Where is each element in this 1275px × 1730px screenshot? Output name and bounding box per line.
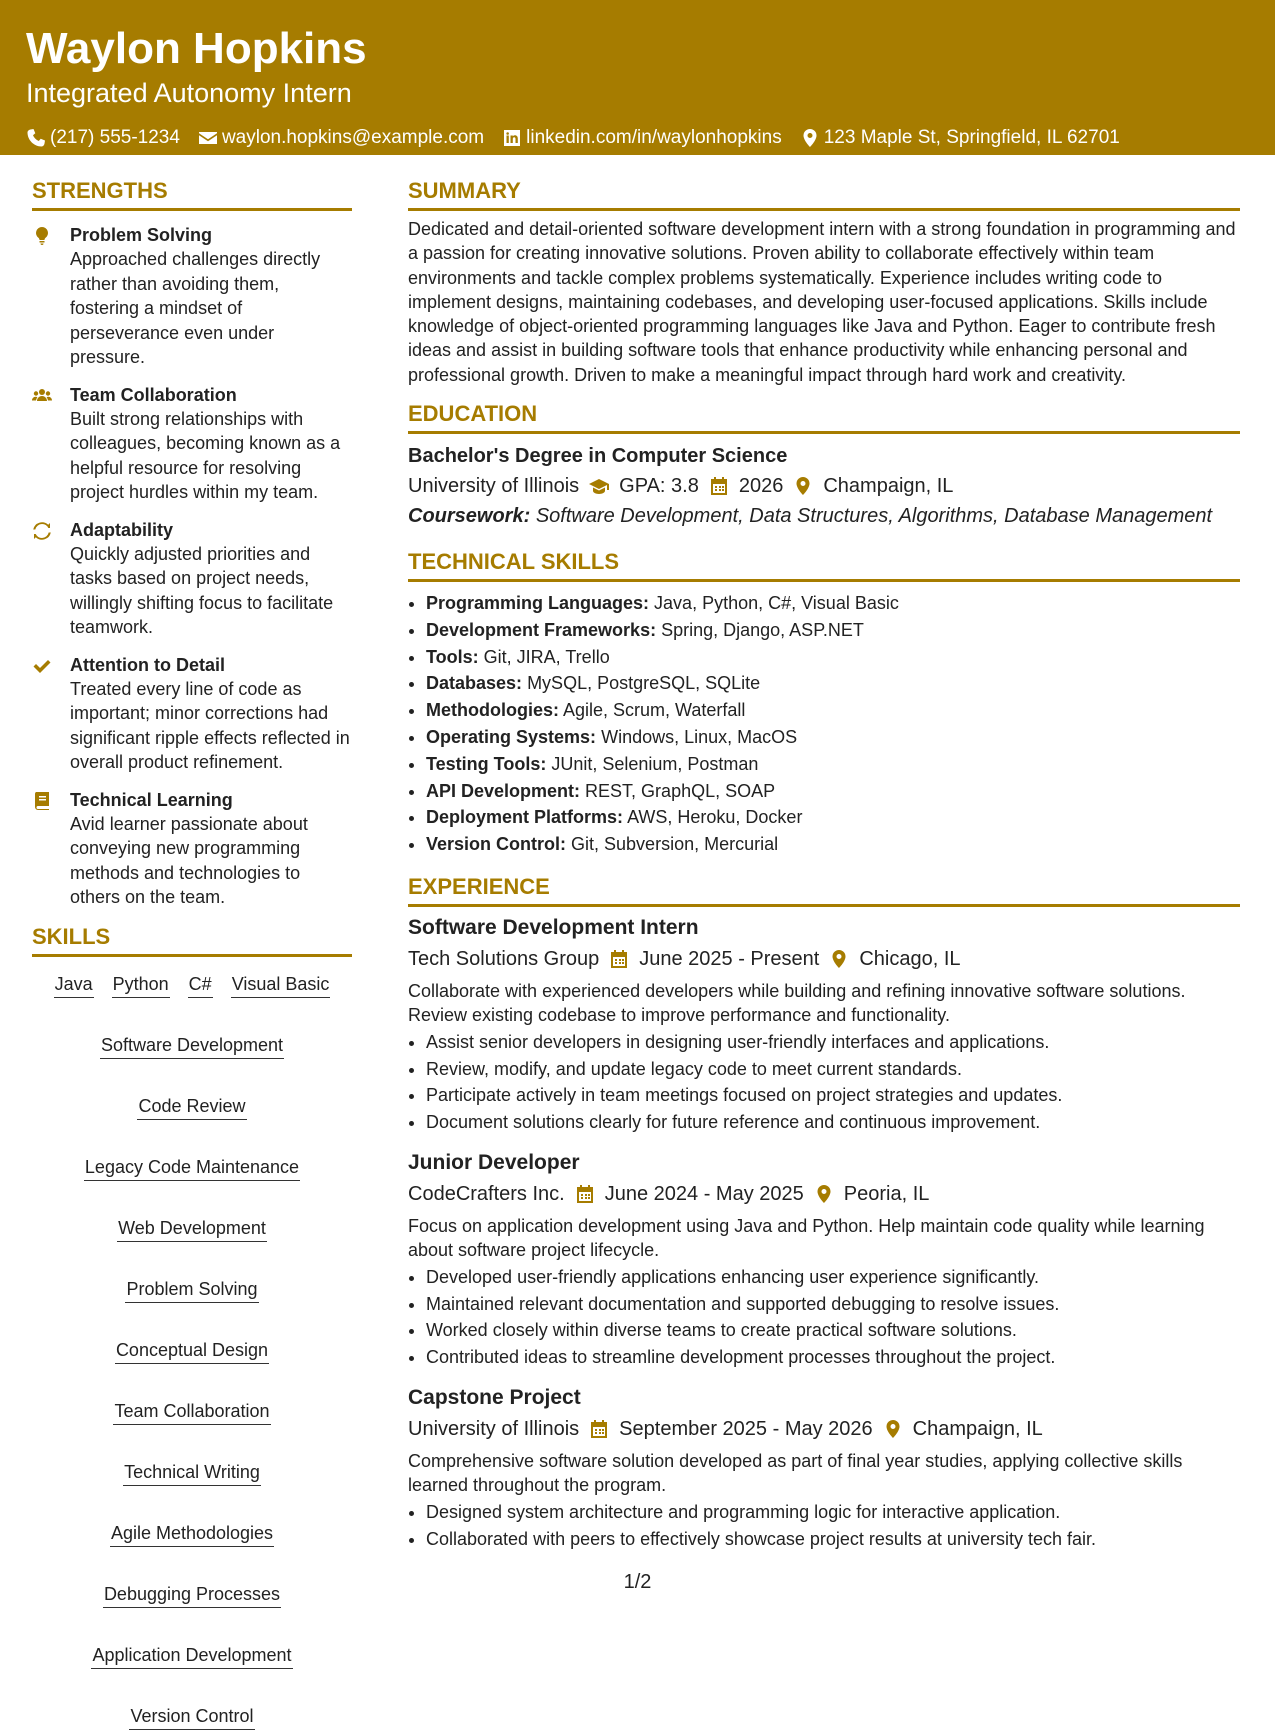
- email-text: waylon.hopkins@example.com: [221, 127, 485, 148]
- company-name: University of Illinois: [408, 1418, 580, 1441]
- phone-icon: [26, 128, 46, 148]
- list-item: [426, 670, 1240, 697]
- skill-category: Testing Tools:: [426, 753, 547, 774]
- list-item: [426, 697, 1240, 724]
- skill-values: Windows, Linux, MacOS: [601, 727, 798, 748]
- job-description: Collaborate with experienced developers while building and refining innovative software solutions. Review existing codebase to improve performance and functionality.: [408, 981, 1186, 1026]
- list-item: • Contributed ideas to streamline development processes throughout the project.: [426, 1344, 1240, 1371]
- right-column: [408, 177, 1240, 1552]
- skill-tag: Code Review: [137, 1095, 246, 1120]
- skill-tag: Application Development: [91, 1644, 292, 1669]
- strength-description: Avid learner passionate about conveying new programming methods and technologies to others on the team.: [70, 813, 308, 907]
- skill-tag: Legacy Code Maintenance: [84, 1156, 300, 1181]
- job-title: Software Development Intern: [408, 916, 699, 940]
- calendar-icon: [575, 1184, 595, 1204]
- contact-linkedin[interactable]: [502, 126, 782, 150]
- section-title: TECHNICAL SKILLS: [408, 548, 1240, 582]
- strength-title: Technical Learning: [70, 789, 233, 810]
- lightbulb-icon: [32, 226, 52, 246]
- list-item: [426, 778, 1240, 805]
- strength-title: Attention to Detail: [70, 654, 225, 675]
- contact-bar: [26, 126, 1249, 150]
- strength-description: Built strong relationships with colleagues, becoming known as a helpful resource for resolving project hurdles within my team.: [70, 408, 341, 502]
- list-item: [426, 644, 1240, 671]
- linkedin-text: linkedin.com/in/waylonhopkins: [526, 127, 782, 148]
- map-pin-icon: [829, 949, 849, 969]
- calendar-icon: [709, 476, 729, 496]
- candidate-name: Waylon Hopkins: [26, 24, 367, 73]
- list-item: • Collaborated with peers to effectively showcase project results at university tech fair.: [426, 1526, 1240, 1553]
- strength-title: Team Collaboration: [70, 384, 237, 405]
- job-bullets: [408, 1264, 1240, 1370]
- strengths-list: [32, 223, 352, 910]
- skill-values: AWS, Heroku, Docker: [627, 807, 803, 828]
- list-item: [426, 831, 1240, 858]
- skill-tag: Java: [54, 973, 94, 998]
- skill-tag: C#: [188, 973, 213, 998]
- skill-tag: Version Control: [129, 1705, 254, 1730]
- job-location: Peoria, IL: [843, 1183, 930, 1206]
- job-description: Focus on application development using Java and Python. Help maintain code quality while learning about software project lifecycle.: [408, 1216, 1205, 1261]
- skill-category: Version Control:: [426, 834, 567, 855]
- job-meta: [408, 945, 1240, 973]
- job-entry: [408, 1384, 1240, 1552]
- envelope-icon: [198, 128, 218, 148]
- skill-values: Agile, Scrum, Waterfall: [563, 700, 746, 721]
- list-item: [426, 724, 1240, 751]
- graduation-year: 2026: [738, 475, 784, 498]
- list-item: • Developed user-friendly applications enhancing user experience significantly.: [426, 1264, 1240, 1291]
- job-meta: [408, 1415, 1240, 1443]
- skill-values: MySQL, PostgreSQL, SQLite: [527, 673, 761, 694]
- strength-description: Approached challenges directly rather than avoiding them, fostering a mindset of perseverance even under pressure.: [70, 249, 321, 367]
- skill-tag: Python: [112, 973, 170, 998]
- left-column: [32, 177, 352, 1730]
- job-dates: June 2025 - Present: [639, 948, 820, 971]
- calendar-icon: [589, 1419, 609, 1439]
- strength-description: Quickly adjusted priorities and tasks based on project needs, willingly shifting focus to facilitate teamwork.: [70, 543, 334, 637]
- company-name: Tech Solutions Group: [408, 948, 600, 971]
- linkedin-icon: [502, 128, 522, 148]
- skill-category: API Development:: [426, 780, 581, 801]
- strength-item: [32, 223, 352, 370]
- address-text: 123 Maple St, Springfield, IL 62701: [823, 127, 1120, 148]
- skill-category: Tools:: [426, 646, 479, 667]
- skills-list: [32, 973, 352, 1730]
- skills-section: [32, 923, 352, 1730]
- skill-tag: Agile Methodologies: [110, 1522, 274, 1547]
- job-location: Champaign, IL: [912, 1418, 1043, 1441]
- summary-text: Dedicated and detail-oriented software development intern with a strong foundation in programming and a passion for creating innovative solutions. Proven ability to collaborate effectively within team environments and tackle complex problems systematically. Experience includes writing code to implement designs, maintaining codebases, and developing user-focused applications. Skills include knowledge of object-oriented programming languages like Java and Python. Eager to contribute fresh ideas and assist in building software tools that enhance productivity while enhancing personal and professional growth. Driven to make a meaningful impact through hard work and creativity.: [408, 219, 1236, 385]
- calendar-icon: [609, 949, 629, 969]
- job-description: Comprehensive software solution developed as part of final year studies, applying collective skills learned throughout the program.: [408, 1451, 1183, 1496]
- strength-title: Adaptability: [70, 519, 174, 540]
- coursework-list: Software Development, Data Structures, Algorithms, Database Management: [535, 505, 1213, 528]
- list-item: • Participate actively in team meetings focused on project strategies and updates.: [426, 1082, 1240, 1109]
- skill-tag: Debugging Processes: [103, 1583, 281, 1608]
- job-dates: June 2024 - May 2025: [604, 1183, 804, 1206]
- list-item: [426, 751, 1240, 778]
- job-dates: September 2025 - May 2026: [619, 1418, 873, 1441]
- list-item: • Review, modify, and update legacy code to meet current standards.: [426, 1056, 1240, 1083]
- map-pin-icon: [883, 1419, 903, 1439]
- contact-address: [800, 126, 1120, 150]
- education-meta: [408, 472, 1240, 500]
- gpa-value: GPA: 3.8: [619, 475, 699, 498]
- skill-category: Development Frameworks:: [426, 619, 657, 640]
- job-bullets: [408, 1029, 1240, 1135]
- degree-title: Bachelor's Degree in Computer Science: [408, 445, 788, 468]
- job-title: Capstone Project: [408, 1386, 581, 1410]
- phone-text: (217) 555-1234: [50, 127, 180, 148]
- list-item: [426, 590, 1240, 617]
- job-title: Junior Developer: [408, 1151, 580, 1175]
- coursework-label: Coursework:: [408, 505, 531, 528]
- checkmark-icon: [32, 656, 52, 676]
- skill-values: Spring, Django, ASP.NET: [661, 619, 864, 640]
- skill-tag: Software Development: [100, 1034, 284, 1059]
- coursework-line: [408, 502, 1240, 530]
- skill-values: REST, GraphQL, SOAP: [585, 780, 776, 801]
- school-name: University of Illinois: [408, 475, 580, 498]
- list-item: • Assist senior developers in designing user-friendly interfaces and applications.: [426, 1029, 1240, 1056]
- graduation-cap-icon: [589, 476, 609, 496]
- map-pin-icon: [793, 476, 813, 496]
- education-section: [408, 400, 1240, 530]
- technical-skills-list: [408, 590, 1240, 858]
- map-pin-icon: [814, 1184, 834, 1204]
- strength-title: Problem Solving: [70, 225, 213, 245]
- job-entry: [408, 1149, 1240, 1370]
- job-meta: [408, 1180, 1240, 1208]
- users-icon: [32, 386, 52, 406]
- skill-tag: Team Collaboration: [113, 1400, 270, 1425]
- strength-item: [32, 788, 352, 910]
- list-item: • Worked closely within diverse teams to create practical software solutions.: [426, 1317, 1240, 1344]
- experience-section: [408, 873, 1240, 1552]
- section-title: STRENGTHS: [32, 177, 352, 211]
- map-pin-icon: [800, 128, 820, 148]
- resume-header: [0, 0, 1275, 155]
- skill-tag: Conceptual Design: [115, 1339, 269, 1364]
- skill-tag: Web Development: [117, 1217, 267, 1242]
- contact-phone[interactable]: [26, 126, 180, 150]
- skill-category: Programming Languages:: [426, 593, 650, 614]
- skill-category: Databases:: [426, 673, 523, 694]
- strength-item: [32, 383, 352, 505]
- section-title: SUMMARY: [408, 177, 1240, 211]
- list-item: • Document solutions clearly for future reference and continuous improvement.: [426, 1109, 1240, 1136]
- list-item: [426, 804, 1240, 831]
- candidate-headline: Integrated Autonomy Intern: [26, 78, 352, 108]
- skill-category: Deployment Platforms:: [426, 807, 624, 828]
- summary-section: [408, 177, 1240, 387]
- school-location: Champaign, IL: [823, 475, 954, 498]
- strength-item: [32, 518, 352, 640]
- strengths-section: [32, 177, 352, 910]
- list-item: • Maintained relevant documentation and supported debugging to resolve issues.: [426, 1291, 1240, 1318]
- skill-values: Git, JIRA, Trello: [483, 646, 610, 667]
- job-bullets: [408, 1499, 1240, 1552]
- skill-category: Operating Systems:: [426, 727, 597, 748]
- skill-tag: Problem Solving: [125, 1278, 258, 1303]
- section-title: SKILLS: [32, 923, 352, 957]
- skill-category: Methodologies:: [426, 700, 559, 721]
- contact-email[interactable]: [198, 126, 484, 150]
- list-item: • Designed system architecture and programming logic for interactive application.: [426, 1499, 1240, 1526]
- section-title: EXPERIENCE: [408, 873, 1240, 907]
- skill-values: JUnit, Selenium, Postman: [551, 753, 759, 774]
- job-entry: [408, 914, 1240, 1135]
- section-title: EDUCATION: [408, 400, 1240, 434]
- refresh-icon: [32, 521, 52, 541]
- strength-description: Treated every line of code as important; minor corrections had significant ripple effects reflected in overall product refinement.: [70, 678, 350, 772]
- list-item: [426, 617, 1240, 644]
- strength-item: [32, 653, 352, 775]
- skill-tag: Technical Writing: [123, 1461, 261, 1486]
- technical-skills-section: [408, 548, 1240, 858]
- skill-values: Java, Python, C#, Visual Basic: [654, 593, 899, 614]
- book-icon: [32, 791, 52, 811]
- job-location: Chicago, IL: [859, 948, 961, 971]
- skill-values: Git, Subversion, Mercurial: [571, 834, 779, 855]
- skill-tag: Visual Basic: [231, 973, 331, 998]
- page-number: 1/2: [623, 1571, 652, 1593]
- company-name: CodeCrafters Inc.: [408, 1183, 565, 1206]
